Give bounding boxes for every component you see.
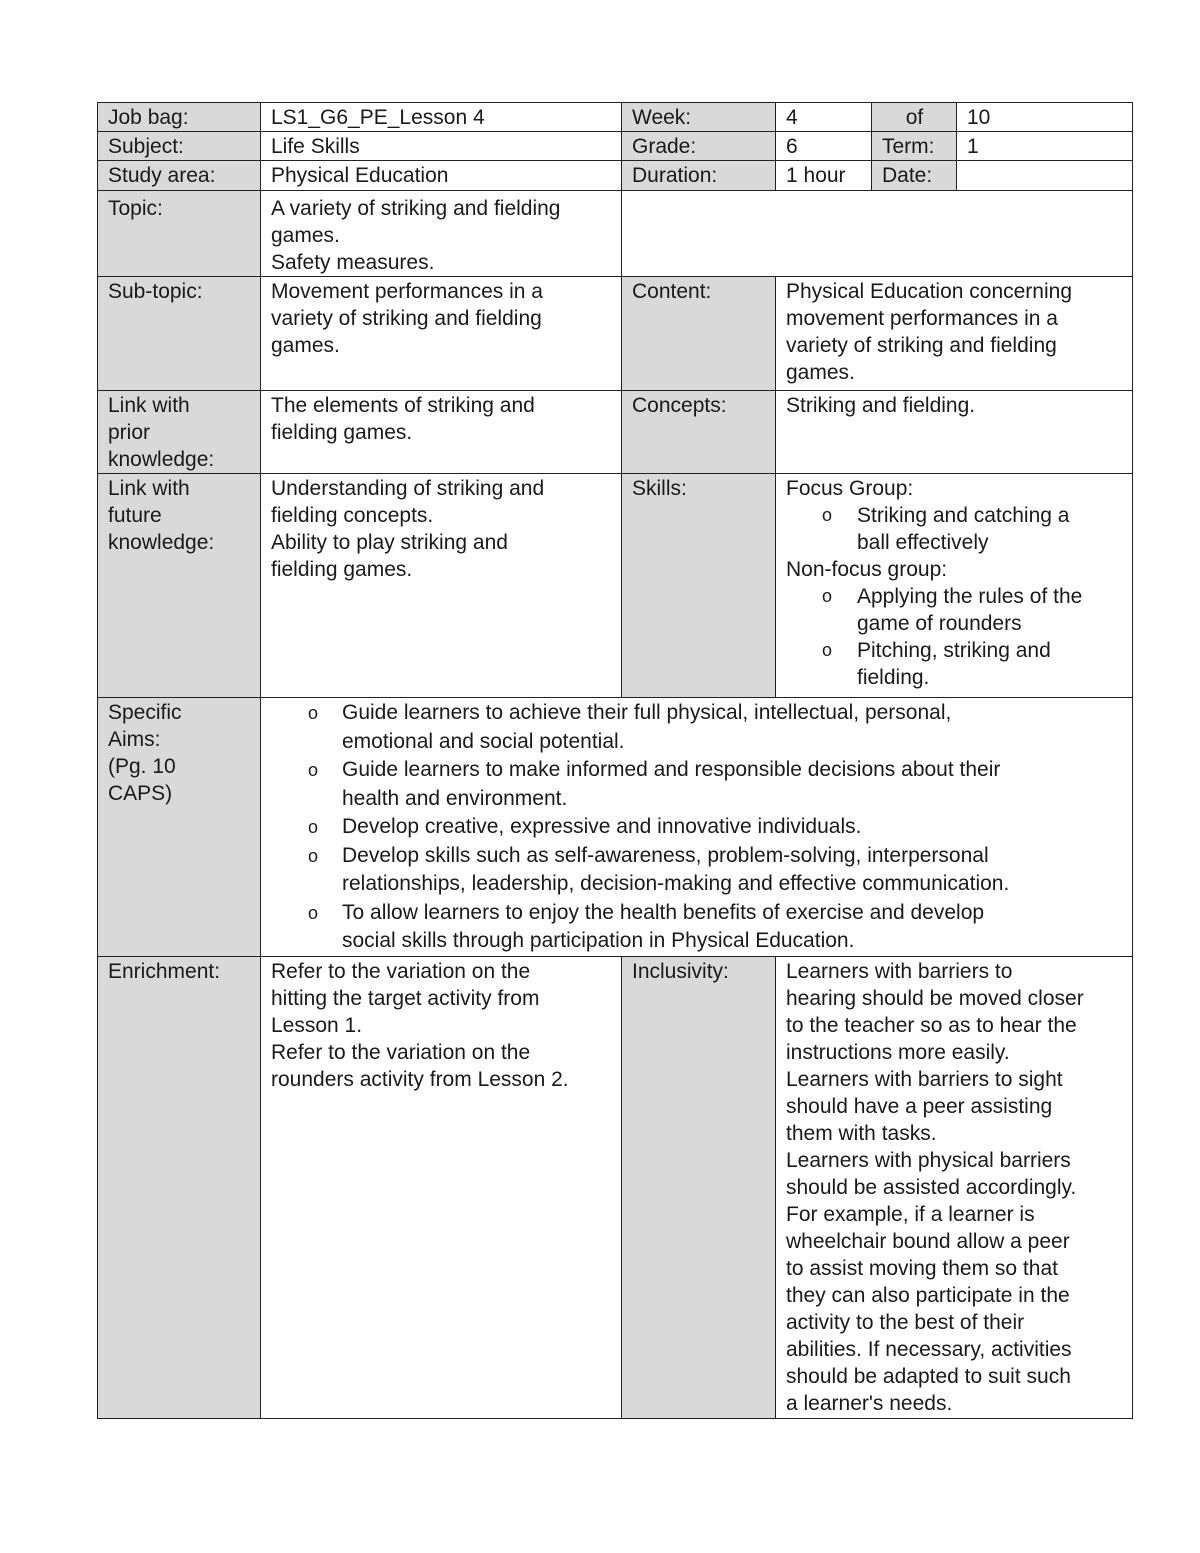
enrichment-row [98,956,1133,1418]
prior-label-line: Link with [108,394,190,417]
content-line: Physical Education concerning [786,280,1073,303]
concepts-value: Striking and fielding. [776,391,1133,474]
topic-line: Safety measures. [271,251,435,274]
inclusivity-line: Learners with physical barriers [786,1148,1071,1172]
topic-value [261,191,622,277]
inclusivity-line: a learner's needs. [786,1391,953,1415]
list-item [786,637,1123,691]
subject-row [98,132,1133,161]
date-label: Date: [872,161,957,191]
prior-label-line: knowledge: [108,448,215,471]
list-item [271,842,1123,899]
enrichment-line: rounders activity from Lesson 2. [271,1067,569,1091]
non-focus-group-label: Non-focus group: [786,558,948,581]
week-value: 4 [776,103,872,132]
job-bag-value: LS1_G6_PE_Lesson 4 [261,103,622,132]
inclusivity-line: to the teacher so as to hear the [786,1013,1077,1037]
topic-line: games. [271,224,340,247]
prior-knowledge-value [261,391,622,474]
aims-label-line: CAPS) [108,782,173,805]
future-line: fielding concepts. [271,504,434,527]
study-area-row [98,161,1133,191]
list-item [786,502,1123,556]
subtopic-line: Movement performances in a [271,280,543,303]
bullet-icon: o [308,703,319,723]
aim-line: Develop skills such as self-awareness, problem-solving, interpersonal [342,843,989,867]
topic-blank-cell [622,191,1133,277]
inclusivity-line: they can also participate in the [786,1283,1070,1307]
future-line: Ability to play striking and [271,531,508,554]
future-knowledge-label [98,474,261,698]
term-label: Term: [872,132,957,161]
aim-line: relationships, leadership, decision-making and effective communication. [342,872,1010,895]
of-value: 10 [957,103,1133,132]
of-label: of [872,103,957,132]
enrichment-line: hitting the target activity from [271,986,540,1010]
inclusivity-line: should have a peer assisting [786,1094,1053,1118]
study-area-label: Study area: [98,161,261,191]
specific-aims-value [261,698,1133,957]
subtopic-row [98,277,1133,391]
inclusivity-line: should be adapted to suit such [786,1364,1071,1388]
prior-knowledge-label [98,391,261,474]
skill-line: ball effectively [857,531,989,554]
week-label: Week: [622,103,776,132]
inclusivity-line: hearing should be moved closer [786,986,1084,1010]
bullet-icon: o [308,902,319,923]
inclusivity-line: them with tasks. [786,1121,937,1145]
lesson-plan-table [97,102,1133,1419]
enrichment-line: Refer to the variation on the [271,1040,531,1064]
bullet-icon: o [822,505,833,525]
enrichment-value [261,956,622,1418]
future-label-line: future [108,504,162,527]
inclusivity-line: Learners with barriers to [786,959,1013,983]
job-bag-label: Job bag: [98,103,261,132]
specific-aims-row [98,698,1133,957]
date-value [957,161,1133,191]
topic-label: Topic: [98,191,261,277]
prior-knowledge-row [98,391,1133,474]
content-line: variety of striking and fielding [786,334,1057,357]
topic-line: A variety of striking and fielding [271,197,561,220]
concepts-label: Concepts: [622,391,776,474]
aim-line: Guide learners to achieve their full physical, intellectual, personal, [342,701,952,724]
aim-line: Develop creative, expressive and innovative individuals. [342,815,862,838]
skill-line: Striking and catching a [857,504,1070,527]
skill-line: Applying the rules of the [857,585,1083,608]
subtopic-value [261,277,622,391]
inclusivity-line: Learners with barriers to sight [786,1067,1063,1091]
inclusivity-line: instructions more easily. [786,1040,1010,1064]
content-line: games. [786,361,855,384]
skill-line: fielding. [857,666,930,689]
inclusivity-line: to assist moving them so that [786,1256,1058,1280]
aim-line: emotional and social potential. [342,729,625,753]
bullet-icon: o [822,640,833,660]
aims-label-line: Specific [108,701,182,724]
future-knowledge-row [98,474,1133,698]
bullet-icon: o [308,817,319,837]
bullet-icon: o [308,845,319,866]
subject-value: Life Skills [261,132,622,161]
duration-label: Duration: [622,161,776,191]
inclusivity-line: For example, if a learner is [786,1202,1035,1226]
duration-value: 1 hour [776,161,872,191]
future-line: Understanding of striking and [271,477,545,500]
term-value: 1 [957,132,1133,161]
inclusivity-label: Inclusivity: [622,956,776,1418]
non-focus-group-list [786,583,1123,691]
inclusivity-value [776,956,1133,1418]
skills-label: Skills: [622,474,776,698]
enrichment-line: Lesson 1. [271,1013,363,1037]
list-item [786,583,1123,637]
bullet-icon: o [822,586,833,606]
skill-line: game of rounders [857,612,1022,635]
inclusivity-line: should be assisted accordingly. [786,1175,1077,1199]
aims-label-line: (Pg. 10 [108,755,176,778]
skill-line: Pitching, striking and [857,639,1051,662]
future-label-line: knowledge: [108,531,215,554]
prior-line: The elements of striking and [271,394,535,417]
list-item [271,813,1123,842]
inclusivity-line: wheelchair bound allow a peer [786,1229,1070,1253]
aims-label-line: Aims: [108,728,161,751]
enrichment-line: Refer to the variation on the [271,959,531,983]
content-label: Content: [622,277,776,391]
list-item [271,699,1123,756]
enrichment-label: Enrichment: [98,956,261,1418]
topic-row [98,191,1133,277]
subtopic-line: games. [271,334,340,357]
subtopic-label: Sub-topic: [98,277,261,391]
specific-aims-label [98,698,261,957]
aims-list [271,699,1123,956]
inclusivity-line: abilities. If necessary, activities [786,1337,1072,1361]
grade-label: Grade: [622,132,776,161]
study-area-value: Physical Education [261,161,622,191]
inclusivity-line: activity to the best of their [786,1310,1025,1334]
bullet-icon: o [308,760,319,780]
aim-line: social skills through participation in Physical Education. [342,929,855,952]
list-item [271,899,1123,956]
focus-group-list [786,502,1123,556]
focus-group-label: Focus Group: [786,477,914,500]
future-line: fielding games. [271,558,413,581]
list-item [271,756,1123,813]
subject-label: Subject: [98,132,261,161]
grade-value: 6 [776,132,872,161]
content-line: movement performances in a [786,307,1058,330]
prior-line: fielding games. [271,421,413,444]
subtopic-line: variety of striking and fielding [271,307,542,330]
future-knowledge-value [261,474,622,698]
content-value [776,277,1133,391]
skills-value [776,474,1133,698]
aim-line: To allow learners to enjoy the health benefits of exercise and develop [342,900,985,924]
job-bag-row [98,103,1133,132]
aim-line: health and environment. [342,786,568,810]
future-label-line: Link with [108,477,190,500]
prior-label-line: prior [108,421,151,444]
aim-line: Guide learners to make informed and responsible decisions about their [342,758,1001,781]
